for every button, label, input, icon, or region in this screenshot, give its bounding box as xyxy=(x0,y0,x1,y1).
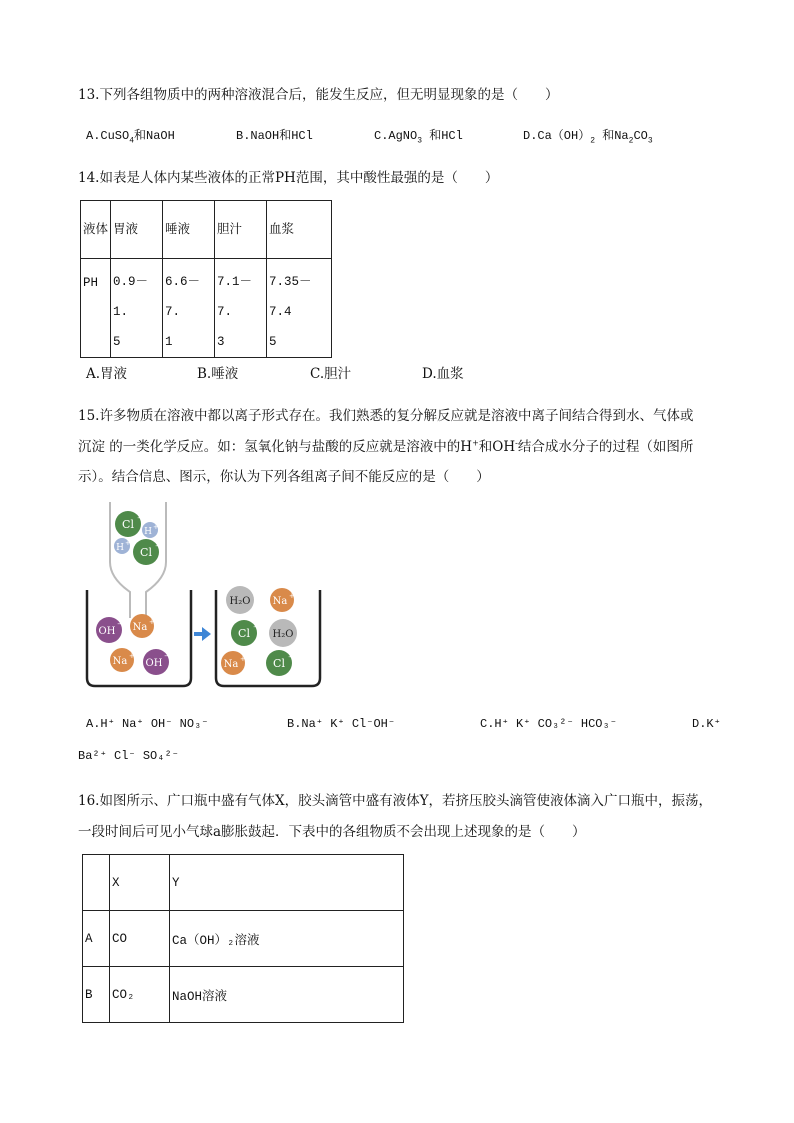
ion-na xyxy=(110,648,135,672)
ion-cl xyxy=(231,620,259,646)
q16-line1: 16.如图所示、广口瓶中盛有气体X，胶头滴管中盛有液体Y，若挤压胶头滴管使液体滴入广口瓶中，振荡， xyxy=(78,793,712,809)
q13-option-c: C.AgNO$_3$ 和HCl xyxy=(374,129,463,146)
svg-text:H: H xyxy=(144,527,152,537)
gas-x: CO₂ xyxy=(110,967,170,1023)
ion-h xyxy=(142,522,159,538)
ph-table-header: 唾液 xyxy=(163,201,215,259)
table-row xyxy=(83,967,404,1023)
svg-text:OH: OH xyxy=(145,658,163,669)
ph-table-header: 胃液 xyxy=(111,201,163,259)
ion-oh xyxy=(96,617,123,643)
q13-option-b: B.NaOH和HCl xyxy=(236,129,313,143)
svg-text:−: − xyxy=(288,653,294,661)
q14-option-c: C.胆汁 xyxy=(310,366,352,382)
svg-text:+: + xyxy=(149,618,155,626)
liquid-y: Ca（OH）₂溶液 xyxy=(170,911,404,967)
svg-text:Cl: Cl xyxy=(122,518,134,531)
ph-value: 7.1－7. 3 xyxy=(215,259,267,358)
q14-stem: 14.如表是人体内某些液体的正常PH范围，其中酸性最强的是（ ） xyxy=(78,170,499,186)
ion-na xyxy=(221,651,246,675)
svg-text:−: − xyxy=(117,620,123,628)
row-label: A xyxy=(83,911,110,967)
ph-value: 7.35－7.4 5 xyxy=(267,259,332,358)
svg-text:+: + xyxy=(240,655,246,663)
svg-text:−: − xyxy=(155,542,161,550)
q13-stem: 13.下列各组物质中的两种溶液混合后，能发生反应，但无明显现象的是（ ） xyxy=(78,87,559,103)
q14-option-a: A.胃液 xyxy=(86,366,128,382)
svg-text:H: H xyxy=(116,543,124,553)
svg-text:H₂O: H₂O xyxy=(229,596,251,607)
ion-na xyxy=(130,614,155,638)
molecule-h2o xyxy=(226,586,254,614)
svg-text:+: + xyxy=(129,652,135,660)
svg-text:H₂O: H₂O xyxy=(272,629,294,640)
svg-text:+: + xyxy=(125,539,131,547)
q15-option-d: D.K⁺ xyxy=(692,717,721,731)
svg-text:+: + xyxy=(153,523,159,531)
ion-h xyxy=(114,538,131,554)
ph-row-label: PH xyxy=(81,259,111,358)
ion-cl xyxy=(133,539,161,565)
ph-table-header: 液体 xyxy=(81,201,111,259)
ion-cl xyxy=(115,511,143,537)
row-label: B xyxy=(83,967,110,1023)
ion-oh xyxy=(143,649,170,675)
arrow-icon xyxy=(194,627,211,641)
q15-option-c: C.H⁺ K⁺ CO₃²⁻ HCO₃⁻ xyxy=(480,717,617,731)
svg-text:Na: Na xyxy=(112,656,128,667)
svg-text:Cl: Cl xyxy=(273,657,285,670)
q15-line1: 15.许多物质在溶液中都以离子形式存在。我们熟悉的复分解反应就是溶液中离子间结合得到水、气体或 xyxy=(78,408,694,424)
table-row xyxy=(83,911,404,967)
svg-text:−: − xyxy=(164,652,170,660)
q13-option-a: A.CuSO$_4$和NaOH xyxy=(86,129,175,146)
q16-line2: 一段时间后可见小气球a膨胀鼓起．下表中的各组物质不会出现上述现象的是（ ） xyxy=(78,824,586,840)
svg-text:−: − xyxy=(137,514,143,522)
svg-text:Cl: Cl xyxy=(140,546,152,559)
q14-option-d: D.血浆 xyxy=(422,366,464,382)
ph-table-header: 血浆 xyxy=(267,201,332,259)
q13-option-d: $D.Ca(OH)_2$ 和$Na_2CO_3$ xyxy=(523,129,653,146)
svg-text:Na: Na xyxy=(223,659,239,670)
ph-value: 0.9－1. 5 xyxy=(111,259,163,358)
table-header: X xyxy=(110,855,170,911)
gas-x: CO xyxy=(110,911,170,967)
svg-text:OH: OH xyxy=(98,626,116,637)
ion-cl xyxy=(266,650,294,676)
q15-option-d-cont: Ba²⁺ Cl⁻ SO₄²⁻ xyxy=(78,749,179,763)
q14-option-b: B.唾液 xyxy=(197,366,239,382)
ph-value: 6.6－7. 1 xyxy=(163,259,215,358)
q15-option-a: A.H⁺ Na⁺ OH⁻ NO₃⁻ xyxy=(86,717,209,731)
svg-text:+: + xyxy=(289,592,295,600)
svg-text:Na: Na xyxy=(272,596,288,607)
gas-liquid-table xyxy=(82,854,404,1023)
svg-text:Cl: Cl xyxy=(238,627,250,640)
table-header: Y xyxy=(170,855,404,911)
ph-table-header: 胆汁 xyxy=(215,201,267,259)
liquid-y: NaOH溶液 xyxy=(170,967,404,1023)
svg-text:−: − xyxy=(253,623,259,631)
svg-text:Na: Na xyxy=(132,622,148,633)
q15-option-b: B.Na⁺ K⁺ Cl⁻OH⁻ xyxy=(287,717,396,731)
molecule-h2o xyxy=(269,619,297,647)
q15-line3: 示）。结合信息、图示，你认为下列各组离子间不能反应的是（ ） xyxy=(78,469,490,485)
ion-na xyxy=(270,588,295,612)
q15-line2: 沉淀 的一类化学反应。如：氢氧化钠与盐酸的反应就是溶液中的H+和OH-结合成水分子的过程（如图所 xyxy=(78,438,694,455)
neutralization-figure xyxy=(80,500,330,690)
ph-table xyxy=(80,200,332,358)
table-header xyxy=(83,855,110,911)
